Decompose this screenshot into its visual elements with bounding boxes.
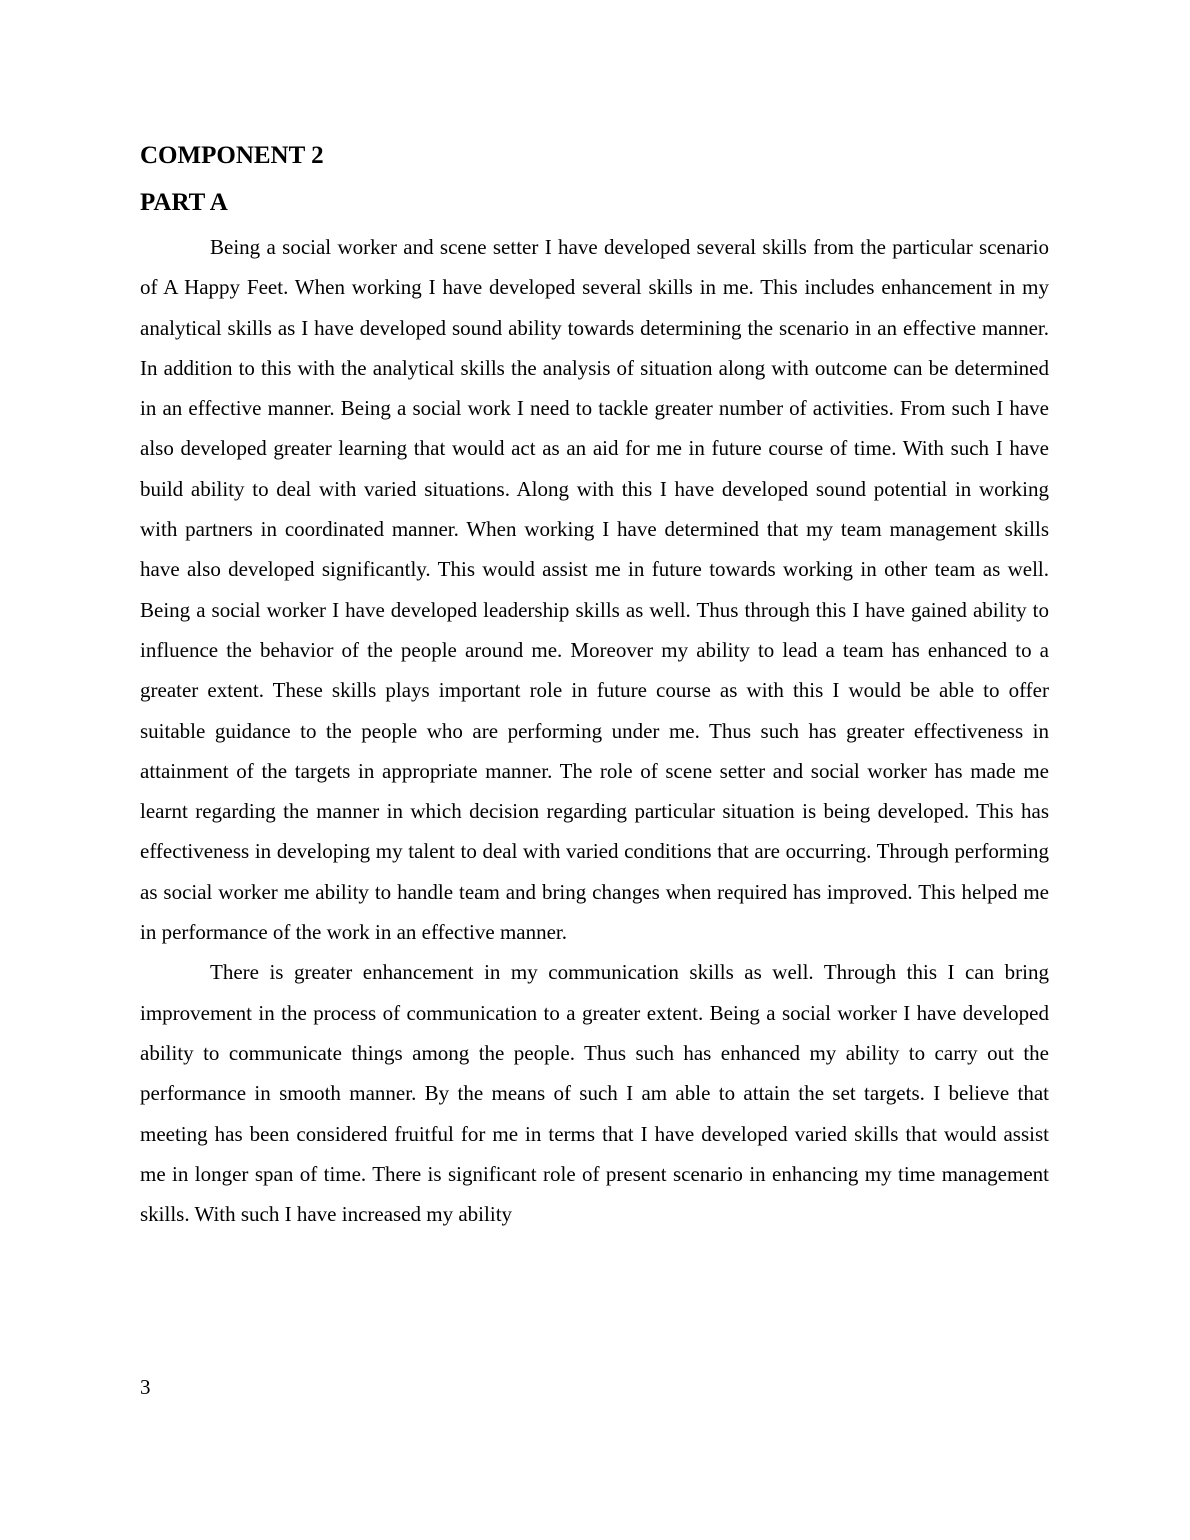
paragraph-1: Being a social worker and scene setter I have developed several skills from the particular scenario of A Happy Feet. When working I have developed several skills in me. This includes enhancement in my analytical skills as I have developed sound ability towards determining the scenario in an effective manner. In addition to this with the analytical skills the analysis of situation along with outcome can be determined in an effective manner. Being a social work I need to tackle greater number of activities. From such I have also developed greater learning that would act as an aid for me in future course of time. With such I have build ability to deal with varied situations. Along with this I have developed sound potential in working with partners in coordinated manner. When working I have determined that my team management skills have also developed significantly. This would assist me in future towards working in other team as well. Being a social worker I have developed leadership skills as well. Thus through this I have gained ability to influence the behavior of the people around me. Moreover my ability to lead a team has enhanced to a greater extent. These skills plays important role in future course as with this I would be able to offer suitable guidance to the people who are performing under me. Thus such has greater effectiveness in attainment of the targets in appropriate manner. The role of scene setter and social worker has made me learnt regarding the manner in which decision regarding particular situation is being developed. This has effectiveness in developing my talent to deal with varied conditions that are occurring. Through performing as social worker me ability to handle team and bring changes when required has improved. This helped me in performance of the work in an effective manner. bbox=[140, 235, 1049, 945]
heading-part: PART A bbox=[140, 189, 228, 216]
body-text bbox=[140, 227, 1049, 1234]
heading-component: COMPONENT 2 bbox=[140, 142, 324, 169]
paragraph-2: There is greater enhancement in my communication skills as well. Through this I can bring improvement in the process of communication to a greater extent. Being a social worker I have developed ability to communicate things among the people. Thus such has enhanced my ability to carry out the performance in smooth manner. By the means of such I am able to attain the set targets. I believe that meeting has been considered fruitful for me in terms that I have developed varied skills that would assist me in longer span of time. There is significant role of present scenario in enhancing my time management skills. With such I have increased my ability bbox=[140, 960, 1049, 1227]
page-number: 3 bbox=[140, 1375, 151, 1399]
